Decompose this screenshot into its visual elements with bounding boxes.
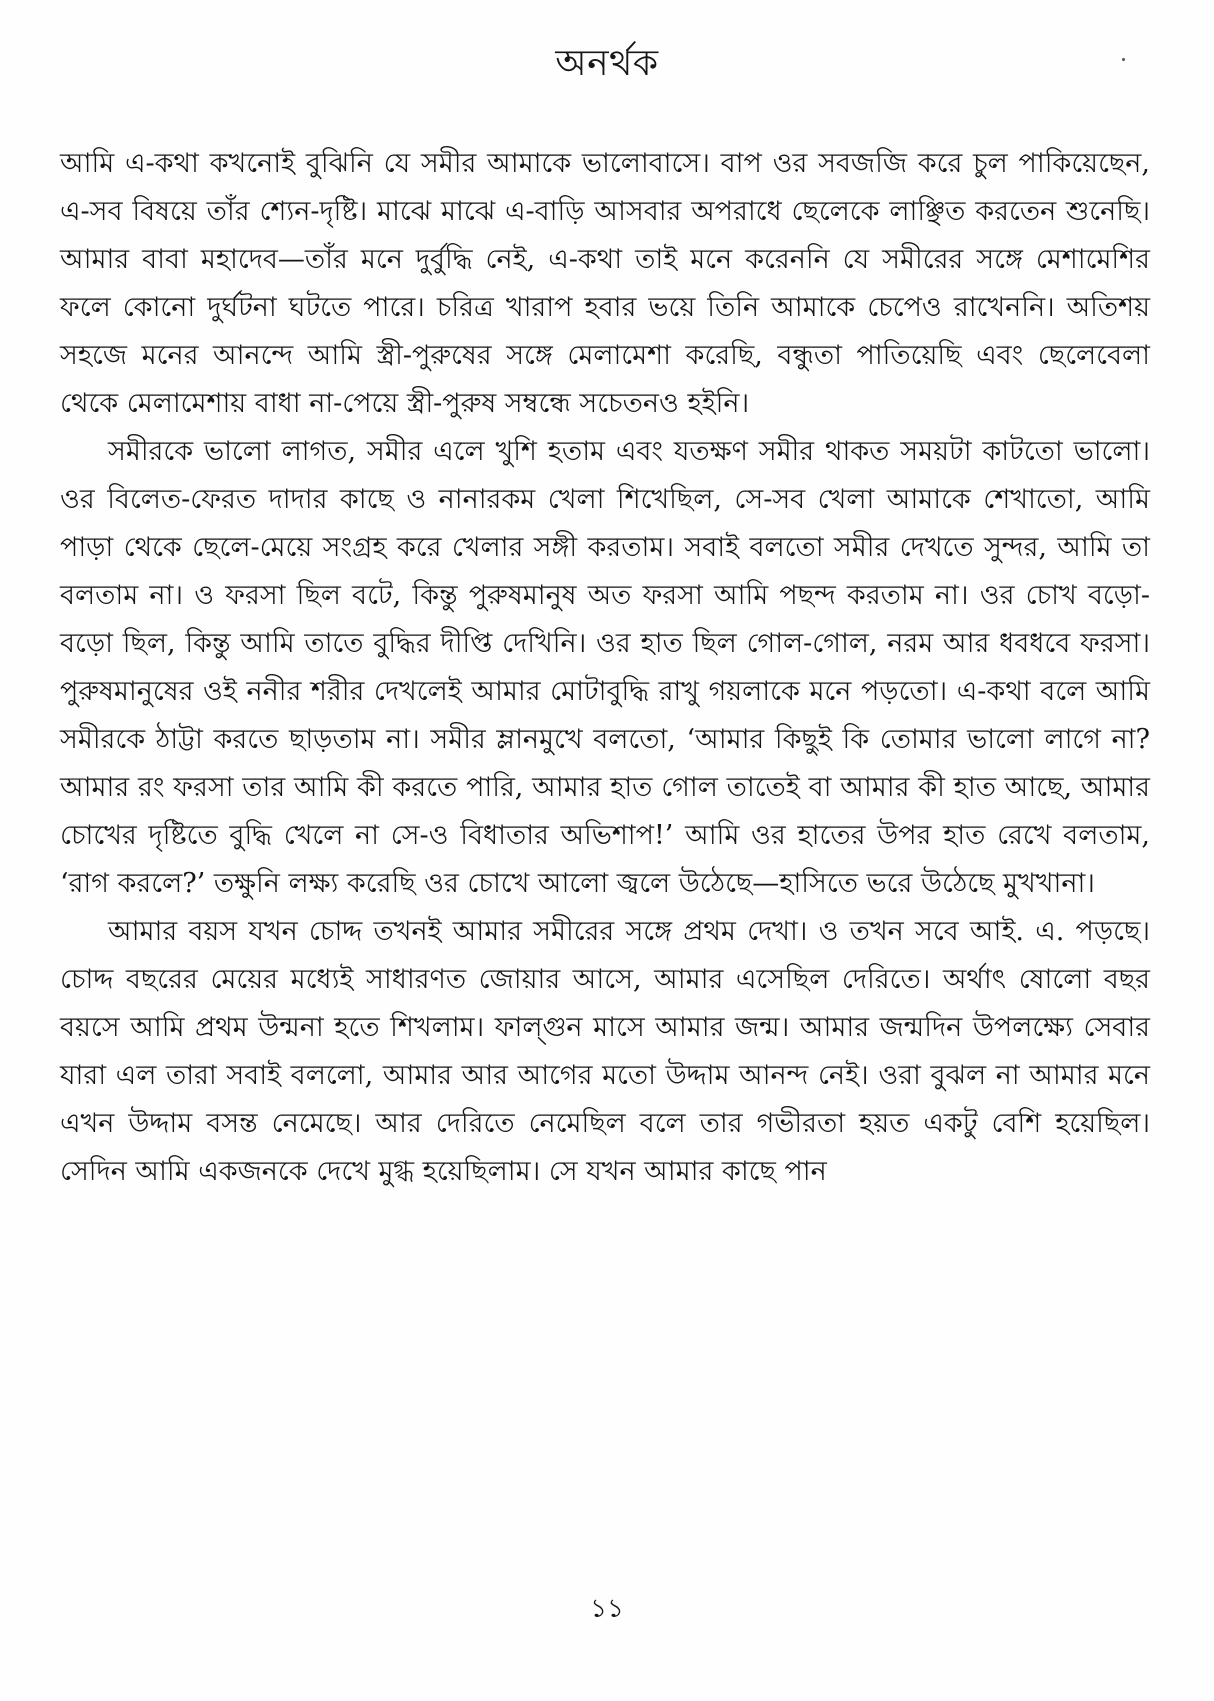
- paragraph-3: আমার বয়স যখন চোদ্দ তখনই আমার সমীরের সঙ্গে প্রথম দেখা। ও তখন সবে আই. এ. পড়ছে। চোদ্দ বছরের মেয়ের মধ্যেই সাধারণত জোয়ার আসে, আমার এসেছিল দেরিতে। অর্থাৎ ষোলো বছর বয়সে আমি প্রথম উন্মনা হতে শিখলাম। ফাল্গুন মাসে আমার জন্ম। আমার জন্মদিন উপলক্ষ্যে সেবার যারা এল তারা সবাই বললো, আমার আর আগের মতো উদ্দাম আনন্দ নেই। ওরা বুঝল না আমার মনে এখন উদ্দাম বসন্ত নেমেছে। আর দেরিতে নেমেছিল বলে তার গভীরতা হয়ত একটু বেশি হয়েছিল। সেদিন আমি একজনকে দেখে মুগ্ধ হয়েছিলাম। সে যখন আমার কাছে পান: [60, 916, 1150, 1187]
- chapter-title: অনর্থক: [555, 43, 659, 84]
- paragraph-2: সমীরকে ভালো লাগত, সমীর এলে খুশি হতাম এবং যতক্ষণ সমীর থাকত সময়টা কাটতো ভালো। ওর বিলেত-ফেরত দাদার কাছে ও নানারকম খেলা শিখেছিল, সে-সব খেলা আমাকে শেখাতো, আমি পাড়া থেকে ছেলে-মেয়ে সংগ্রহ করে খেলার সঙ্গী করতাম। সবাই বলতো সমীর দেখতে সুন্দর, আমি তা বলতাম না। ও ফরসা ছিল বটে, কিন্তু পুরুষমানুষ অত ফরসা আমি পছন্দ করতাম না। ওর চোখ বড়ো-বড়ো ছিল, কিন্তু আমি তাতে বুদ্ধির দীপ্তি দেখিনি। ওর হাত ছিল গোল-গোল, নরম আর ধবধবে ফরসা। পুরুষমানুষের ওই ননীর শরীর দেখলেই আমার মোটাবুদ্ধি রাখু গয়লাকে মনে পড়তো। এ-কথা বলে আমি সমীরকে ঠাট্টা করতে ছাড়তাম না। সমীর ম্লানমুখে বলতো, ‘আমার কিছুই কি তোমার ভালো লাগে না? আমার রং ফরসা তার আমি কী করতে পারি, আমার হাত গোল তাতেই বা আমার কী হাত আছে, আমার চোখের দৃষ্টিতে বুদ্ধি খেলে না সে-ও বিধাতার অভিশাপ!’ আমি ওর হাতের উপর হাত রেখে বলতাম, ‘রাগ করলে?’ তক্ষুনি লক্ষ্য করেছি ওর চোখে আলো জ্বলে উঠেছে—হাসিতে ভরে উঠেছে মুখখানা।: [60, 436, 1150, 899]
- page-number: ১১: [590, 1594, 624, 1624]
- body-text: [60, 140, 1150, 1196]
- paragraph-1: আমি এ-কথা কখনোই বুঝিনি যে সমীর আমাকে ভালোবাসে। বাপ ওর সবজজি করে চুল পাকিয়েছেন, এ-সব বিষয়ে তাঁর শ্যেন-দৃষ্টি। মাঝে মাঝে এ-বাড়ি আসবার অপরাধে ছেলেকে লাঞ্ছিত করতেন শুনেছি। আমার বাবা মহাদেব—তাঁর মনে দুর্বুদ্ধি নেই, এ-কথা তাই মনে করেননি যে সমীরের সঙ্গে মেশামেশির ফলে কোনো দুর্ঘটনা ঘটতে পারে। চরিত্র খারাপ হবার ভয়ে তিনি আমাকে চেপেও রাখেননি। অতিশয় সহজে মনের আনন্দে আমি স্ত্রী-পুরুষের সঙ্গে মেলামেশা করেছি, বন্ধুতা পাতিয়েছি এবং ছেলেবেলা থেকে মেলামেশায় বাধা না-পেয়ে স্ত্রী-পুরুষ সম্বন্ধে সচেতনও হইনি।: [60, 148, 1150, 419]
